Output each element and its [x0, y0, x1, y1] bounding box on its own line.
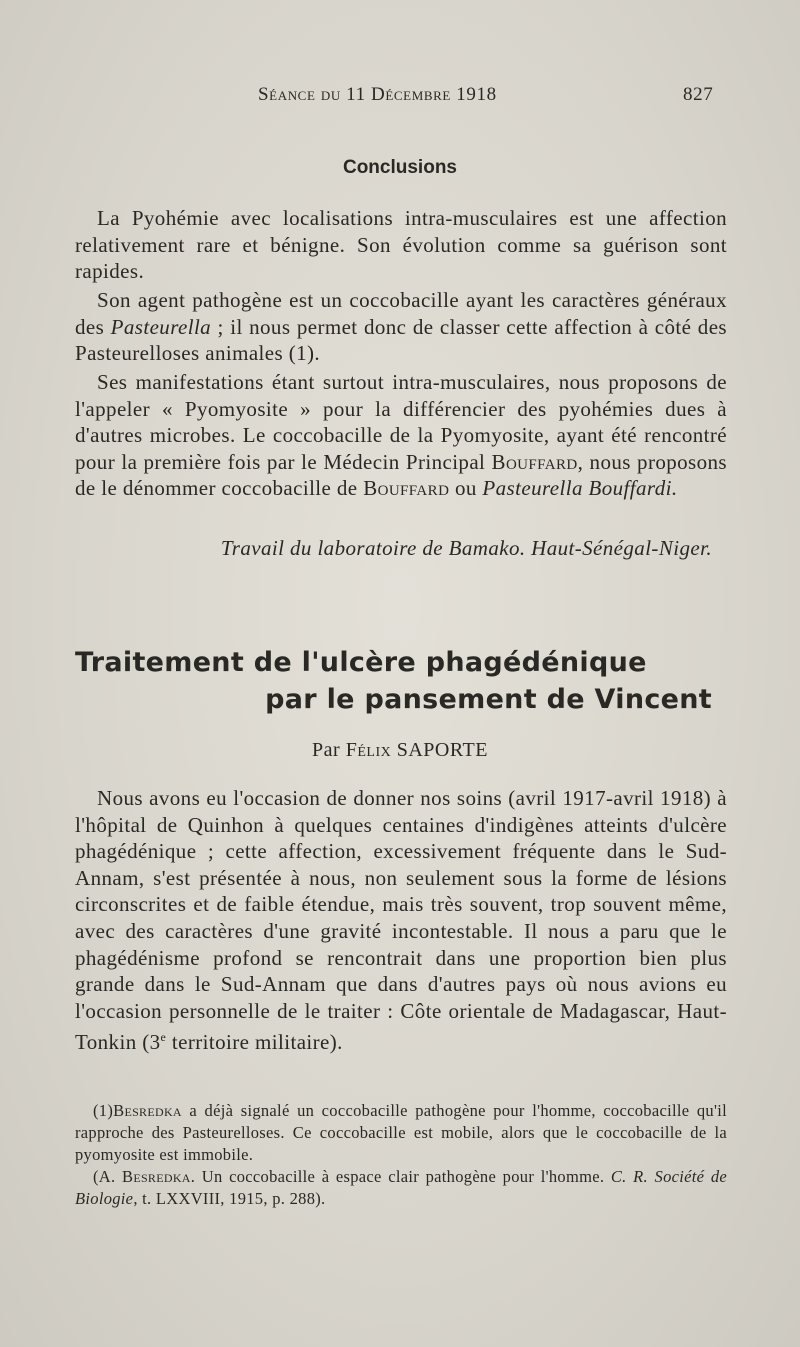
conclusions-paragraph-3 [75, 369, 727, 502]
footnotes [75, 1100, 727, 1210]
footnote-1 [75, 1100, 727, 1166]
conclusions-paragraph-2 [75, 287, 727, 367]
species-pasteurella-bouffardi: Pasteurella Bouffardi. [482, 476, 678, 501]
author-name-bouffard: Bouffard [491, 449, 578, 474]
byline [0, 739, 800, 762]
footnote-2-text: . Un coccobacille à espace clair pathogène pour l'homme. [190, 1167, 611, 1186]
byline-first-name: Félix [345, 739, 392, 761]
footnote-2-author: Besredka [122, 1167, 191, 1186]
conclusions-heading: Conclusions [342, 157, 457, 178]
footnote-1-author: Besredka [113, 1101, 182, 1120]
footnote-2-journal: C. R. Société de Biologie [75, 1167, 727, 1208]
byline-last-name: SAPORTE [396, 739, 488, 761]
lab-signature: Travail du laboratoire de Bamako. Haut-Sénégal-Niger. [220, 536, 712, 560]
footnote-1-marker: (1) [93, 1101, 114, 1120]
footnote-2-ref: , t. LXXVIII, 1915, p. 288). [133, 1189, 326, 1208]
p3-text-2: , nous proposons de le dénommer coccobacille de [75, 449, 727, 501]
running-title: Séance du 11 Décembre 1918 [258, 84, 497, 105]
author-name-bouffard-2: Bouffard [363, 476, 450, 501]
footnote-1-text: a déjà signalé un coccobacille pathogène pour l'homme, coccobacille qu'il rapproche des Pasteurelloses. Ce coccobacille est mobile, alors que le coccobacille de la pyomyosite est immobile. [75, 1101, 727, 1164]
page-number: 827 [683, 84, 714, 105]
article-body-end: territoire militaire). [166, 1030, 343, 1055]
p2-text-after: ; il nous permet donc de classer cette affection à côté des Pasteurelloses animales (1). [75, 314, 727, 366]
conclusions-paragraph-1: La Pyohémie avec localisations intra-musculaires est une affection relativement rare et bénigne. Son évolution comme sa guérison sont rapides. [75, 206, 727, 284]
p3-text-3: ou [449, 476, 483, 501]
p3-text-1: Ses manifestations étant surtout intra-musculaires, nous proposons de l'appeler « Pyomyosite » pour la différencier des pyohémies dues à d'autres microbes. Le coccobacille de la Pyomyosite, ayant été rencontré pour la première fois par le Médecin Principal [75, 370, 727, 474]
footnote-2-open: (A. [93, 1167, 123, 1186]
byline-prefix: Par [312, 739, 341, 761]
footnote-2 [75, 1166, 727, 1210]
page-header [0, 84, 800, 114]
article-title-line-1: Traitement de l'ulcère phagédénique [75, 647, 647, 678]
article-body-paragraph [75, 785, 727, 1056]
article-body-text: Nous avons eu l'occasion de donner nos soins (avril 1917-avril 1918) à l'hôpital de Quinhon à quelques centaines d'indigènes atteints d'ulcère phagédénique ; cette affection, excessivement fréquente dans le Sud-Annam, s'est présentée à nous, non seulement sous la forme de lésions circonscrites et de faible étendue, mais très souvent, trop souvent même, avec des caractères d'une gravité incontestable. Il nous a paru que le phagédénisme profond se rencontrait dans une proportion bien plus grande dans le Sud-Annam que dans d'autres pays où nous avions eu l'occasion personnelle de le traiter : Côte orientale de Madagascar, Haut-Tonkin (3 [75, 786, 727, 1055]
p2-text-before: Son agent pathogène est un coccobacille ayant les caractères généraux des [75, 288, 727, 339]
genus-pasteurella: Pasteurella [110, 314, 212, 339]
ordinal-superscript: e [160, 1030, 167, 1045]
article-title-line-2: par le pansement de Vincent [265, 684, 712, 715]
